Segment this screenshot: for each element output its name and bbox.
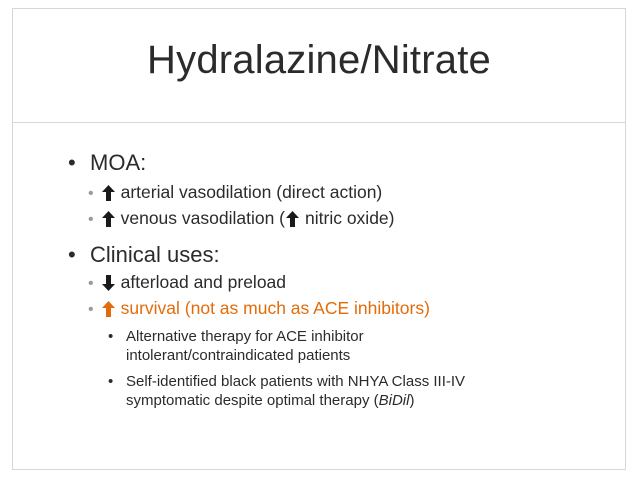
up-arrow-icon bbox=[102, 301, 115, 317]
bidil-drug-name: BiDil bbox=[378, 392, 410, 409]
slide-title: Hydralazine/Nitrate bbox=[147, 38, 491, 82]
bullet-dot: • bbox=[68, 150, 76, 175]
up-arrow-icon bbox=[102, 185, 115, 201]
clinical-item-afterload-text: afterload and preload bbox=[120, 272, 287, 292]
clinical-subitem-alternative-line2: intolerant/contraindicated patients bbox=[126, 347, 351, 364]
moa-item-arterial bbox=[88, 182, 382, 203]
up-arrow-icon bbox=[102, 211, 115, 227]
clinical-item-survival-text: survival (not as much as ACE inhibitors) bbox=[120, 298, 430, 318]
sub-bullet-dot: • bbox=[88, 185, 94, 202]
clinical-item-survival bbox=[88, 298, 430, 319]
sub-sub-bullet-dot: • bbox=[108, 373, 114, 390]
clinical-subitem-alternative-line1: Alternative therapy for ACE inhibitor bbox=[126, 328, 364, 345]
moa-item-venous-text-before: venous vasodilation ( bbox=[120, 208, 286, 228]
sub-sub-bullet-dot: • bbox=[108, 328, 114, 345]
moa-item-arterial-text: arterial vasodilation (direct action) bbox=[120, 182, 383, 202]
title-divider bbox=[12, 122, 626, 123]
down-arrow-icon bbox=[102, 275, 115, 291]
bullet-clinical-uses-label: Clinical uses: bbox=[90, 242, 220, 267]
moa-item-venous-text-after: nitric oxide) bbox=[305, 208, 395, 228]
sub-bullet-dot: • bbox=[88, 275, 94, 292]
moa-item-venous bbox=[88, 208, 395, 229]
up-arrow-icon bbox=[286, 211, 299, 227]
sub-bullet-dot: • bbox=[88, 301, 94, 318]
bullet-dot: • bbox=[68, 242, 76, 267]
clinical-subitem-black-patients-line1: Self-identified black patients with NHYA Class III-IV bbox=[126, 373, 466, 390]
sub-bullet-dot: • bbox=[88, 211, 94, 228]
clinical-subitem-black-patients-line2-after: ) bbox=[409, 392, 415, 409]
clinical-item-afterload bbox=[88, 272, 286, 293]
bullet-moa-label: MOA: bbox=[90, 150, 147, 175]
clinical-subitem-black-patients-line2-before: symptomatic despite optimal therapy ( bbox=[126, 392, 379, 409]
